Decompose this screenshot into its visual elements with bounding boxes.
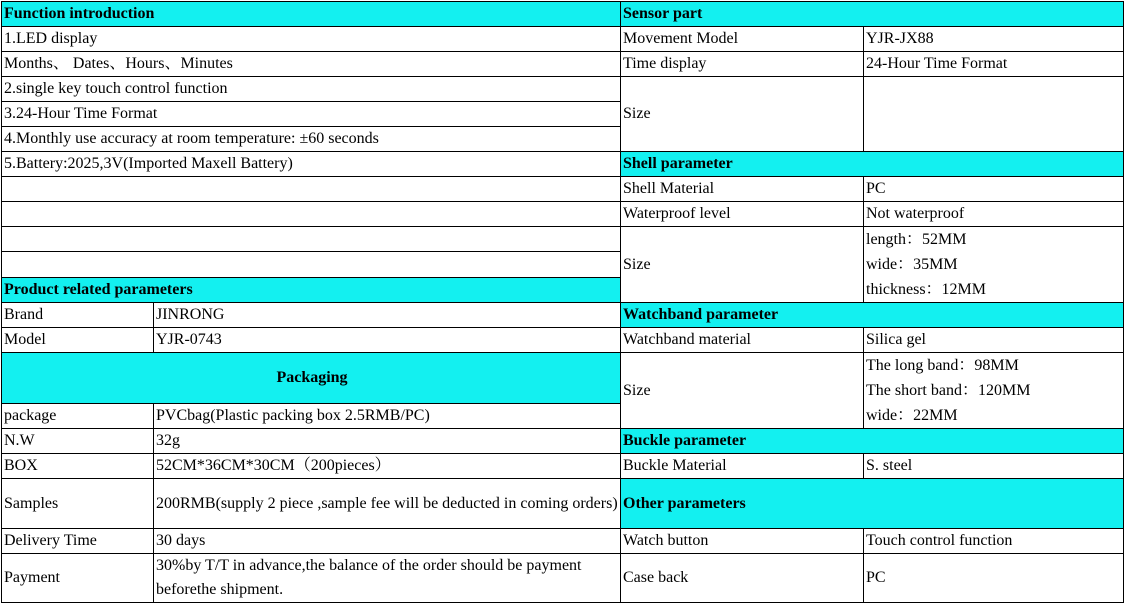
sheet-row xyxy=(2,27,1124,52)
sheet-row xyxy=(2,2,1124,27)
brand-value: JINRONG xyxy=(154,303,621,328)
delivery-time-value: 30 days xyxy=(154,529,621,554)
sensor-part-header: Sensor part xyxy=(621,2,1124,27)
sheet-row xyxy=(2,529,1124,554)
payment-value: 30%by T/T in advance,the balance of the order should be payment beforethe shipment. xyxy=(154,554,621,603)
sheet-row xyxy=(2,227,1124,252)
sheet-row xyxy=(2,454,1124,479)
other-parameters-header: Other parameters xyxy=(621,479,1124,529)
sheet-row xyxy=(2,202,1124,227)
nw-value: 32g xyxy=(154,429,621,454)
empty-cell xyxy=(2,252,621,277)
movement-model-label: Movement Model xyxy=(621,27,864,52)
function-line-2: Months、 Dates、Hours、Minutes xyxy=(2,52,621,77)
samples-label: Samples xyxy=(2,479,154,529)
shell-material-label: Shell Material xyxy=(621,177,864,202)
function-line-4: 3.24-Hour Time Format xyxy=(2,102,621,127)
watchband-material-label: Watchband material xyxy=(621,328,864,353)
delivery-time-label: Delivery Time xyxy=(2,529,154,554)
brand-label: Brand xyxy=(2,303,154,328)
watchband-size-value xyxy=(864,353,1124,429)
empty-cell xyxy=(2,202,621,227)
function-line-1: 1.LED display xyxy=(2,27,621,52)
function-line-6: 5.Battery:2025,3V(Imported Maxell Battery) xyxy=(2,152,621,177)
payment-label: Payment xyxy=(2,554,154,603)
sensor-size-value xyxy=(864,77,1124,152)
shell-width: wide：35MM xyxy=(866,256,958,273)
shell-parameter-header: Shell parameter xyxy=(621,152,1124,177)
samples-value: 200RMB(supply 2 piece ,sample fee will be deducted in coming orders) xyxy=(154,479,621,529)
shell-material-value: PC xyxy=(864,177,1124,202)
sheet-row xyxy=(2,152,1124,177)
function-intro-header: Function introduction xyxy=(2,2,621,27)
watch-button-value: Touch control function xyxy=(864,529,1124,554)
shell-size-label: Size xyxy=(621,227,864,303)
watchband-parameter-header: Watchband parameter xyxy=(621,303,1124,328)
buckle-material-value: S. steel xyxy=(864,454,1124,479)
function-line-3: 2.single key touch control function xyxy=(2,77,621,102)
time-display-value: 24-Hour Time Format xyxy=(864,52,1124,77)
product-params-header: Product related parameters xyxy=(2,277,621,302)
watchband-material-value: Silica gel xyxy=(864,328,1124,353)
sensor-size-label: Size xyxy=(621,77,864,152)
shell-size-value xyxy=(864,227,1124,303)
packaging-header: Packaging xyxy=(2,353,621,404)
empty-cell xyxy=(2,227,621,252)
sheet-row xyxy=(2,429,1124,454)
box-value: 52CM*36CM*30CM（200pieces） xyxy=(154,454,621,479)
case-back-value: PC xyxy=(864,554,1124,603)
shell-thickness: thickness：12MM xyxy=(866,281,987,298)
buckle-material-label: Buckle Material xyxy=(621,454,864,479)
long-band-length: The long band：98MM xyxy=(866,357,1019,374)
package-label: package xyxy=(2,403,154,428)
sheet-row xyxy=(2,479,1124,504)
shell-length: length：52MM xyxy=(866,231,967,248)
sheet-row xyxy=(2,177,1124,202)
spec-sheet-table xyxy=(1,1,1124,603)
time-display-label: Time display xyxy=(621,52,864,77)
box-label: BOX xyxy=(2,454,154,479)
waterproof-value: Not waterproof xyxy=(864,202,1124,227)
empty-cell xyxy=(2,177,621,202)
sheet-row xyxy=(2,77,1124,102)
sheet-row xyxy=(2,52,1124,77)
watch-button-label: Watch button xyxy=(621,529,864,554)
model-value: YJR-0743 xyxy=(154,328,621,353)
case-back-label: Case back xyxy=(621,554,864,603)
function-line-5: 4.Monthly use accuracy at room temperature: ±60 seconds xyxy=(2,127,621,152)
sheet-row xyxy=(2,554,1124,579)
sheet-row xyxy=(2,328,1124,353)
movement-model-value: YJR-JX88 xyxy=(864,27,1124,52)
short-band-length: The short band：120MM xyxy=(866,382,1031,399)
sheet-row xyxy=(2,303,1124,328)
watchband-size-label: Size xyxy=(621,353,864,429)
nw-label: N.W xyxy=(2,429,154,454)
model-label: Model xyxy=(2,328,154,353)
buckle-parameter-header: Buckle parameter xyxy=(621,429,1124,454)
package-value: PVCbag(Plastic packing box 2.5RMB/PC) xyxy=(154,403,621,428)
sheet-row xyxy=(2,353,1124,378)
band-width: wide：22MM xyxy=(866,407,958,424)
waterproof-label: Waterproof level xyxy=(621,202,864,227)
